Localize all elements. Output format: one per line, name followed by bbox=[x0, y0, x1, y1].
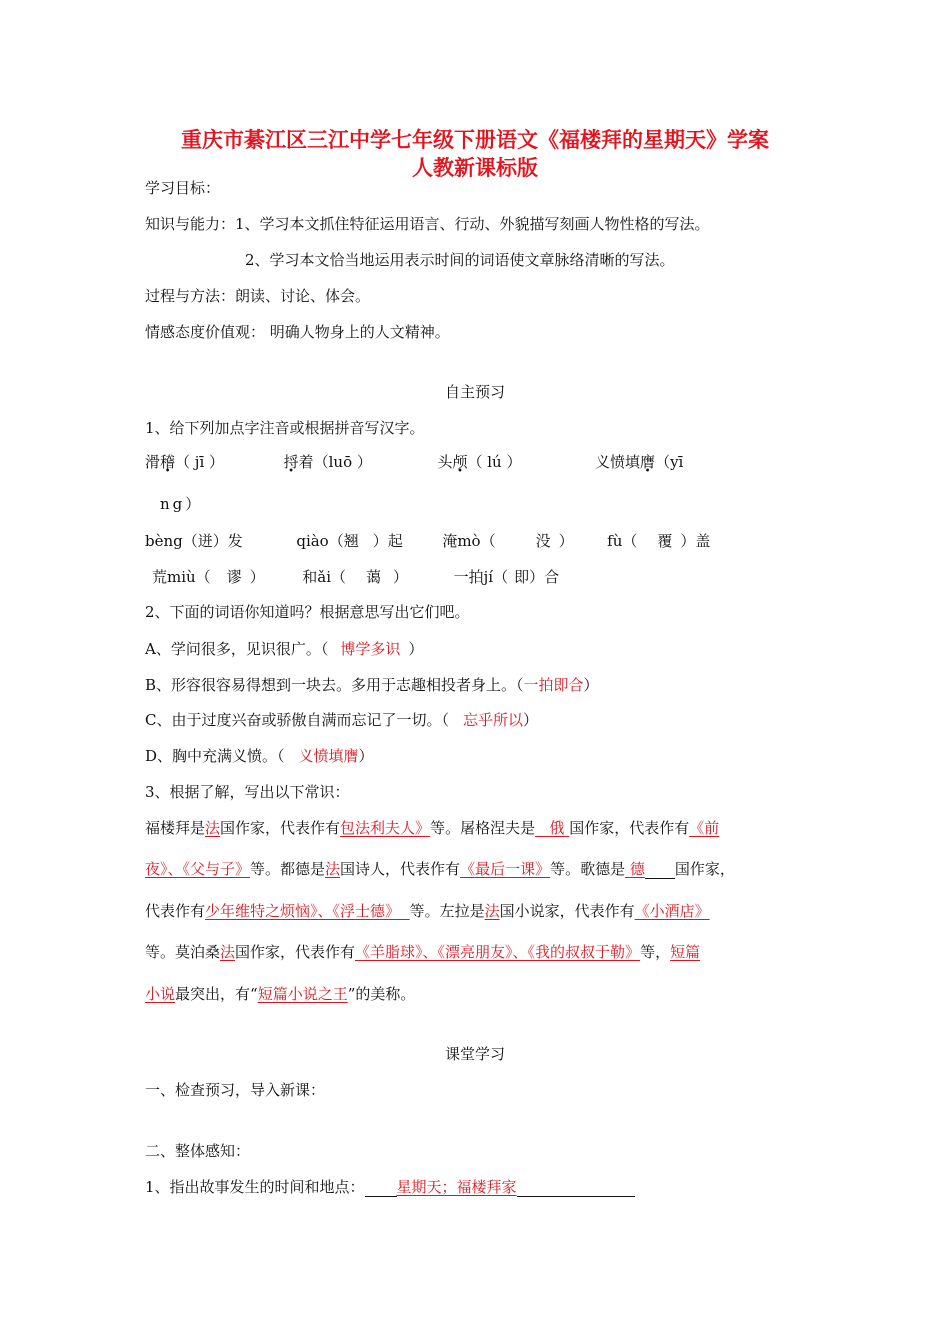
word-3-answer: （ lú ） bbox=[467, 453, 522, 471]
answer-maupassant-country: 法 bbox=[220, 943, 236, 961]
answer-maupassant-works: 《羊脂球》、《漂亮朋友》、《我的叔叔于勒》 bbox=[355, 943, 641, 961]
idiom-b-text: B、形容很容易得想到一块去。多用于志趣相投者身上。（ bbox=[145, 676, 524, 694]
preview-question-2: 2、下面的词语你知道吗？根据意思写出它们吧。 bbox=[145, 603, 470, 621]
emotion-objective: 情感态度价值观： 明确人物身上的人文精神。 bbox=[145, 323, 450, 341]
text: 俄 bbox=[549, 819, 565, 837]
knowledge-para-line-2 bbox=[145, 859, 735, 879]
mo-label: 淹mò（ bbox=[442, 532, 496, 550]
text: 国作家，代表作有 bbox=[235, 943, 356, 961]
word-1-dotted-char: 稽 bbox=[160, 453, 176, 471]
qiao-answer: 翘 bbox=[343, 532, 359, 550]
word-4-chars: 义愤填 bbox=[595, 453, 641, 471]
word-4-dotted-char: 膺 bbox=[640, 453, 656, 471]
knowledge-para-line-4 bbox=[145, 942, 700, 962]
miu-label: 荒miù（ bbox=[152, 568, 211, 586]
text: 等。歌德是 bbox=[550, 860, 626, 878]
word-3-dotted-char: 颅 bbox=[452, 453, 468, 471]
word-2-dotted-char: 捋 bbox=[283, 453, 299, 471]
knowledge-para-line-5 bbox=[145, 984, 415, 1004]
idiom-d bbox=[145, 746, 374, 766]
idiom-b-close: ） bbox=[583, 676, 599, 694]
word-4-answer: （yī bbox=[655, 453, 684, 471]
answer-turgenev-works-end: 夜》、《父与子》 bbox=[145, 860, 251, 878]
text: 国小说家，代表作有 bbox=[499, 902, 635, 920]
idiom-b bbox=[145, 675, 599, 695]
beng-suffix: ）发 bbox=[212, 532, 243, 550]
idiom-d-text: D、胸中充满义愤。（ bbox=[145, 747, 285, 765]
ai-suffix: ） bbox=[393, 568, 409, 586]
miu-suffix: ） bbox=[249, 568, 265, 586]
answer-zola-works: 《小酒店》 bbox=[634, 902, 710, 920]
text: 等， bbox=[640, 943, 671, 961]
answer-maupassant-genre-end: 小说 bbox=[145, 985, 176, 1003]
text: 国作家，代表作有 bbox=[569, 819, 690, 837]
answer-daudet-country: 法 bbox=[325, 860, 341, 878]
ji-suffix: ）合 bbox=[529, 568, 560, 586]
idiom-d-answer: 义愤填膺 bbox=[298, 747, 359, 765]
word-3-char: 头 bbox=[437, 453, 453, 471]
knowledge-objective-2: 2、学习本文恰当地运用表示时间的词语使文章脉络清晰的写法。 bbox=[245, 251, 675, 269]
word-2-answer: 着（luō ） bbox=[298, 453, 372, 471]
preview-question-1: 1、给下列加点字注音或根据拼音写汉字。 bbox=[145, 419, 425, 437]
text: 国作家，代表作有 bbox=[220, 819, 341, 837]
time-place-question-text: 1、指出故事发生的时间和地点： bbox=[145, 1178, 365, 1196]
document-title-line2: 人教新课标版 bbox=[412, 156, 538, 180]
fu-label: fù（ bbox=[607, 532, 638, 550]
ji-answer: 即 bbox=[514, 568, 530, 586]
ai-label: 和ǎi（ bbox=[302, 568, 347, 586]
text: 等。莫泊桑 bbox=[145, 943, 221, 961]
text: ”的美称。 bbox=[347, 985, 416, 1003]
mo-answer: 没 bbox=[535, 532, 551, 550]
text: 代表作有 bbox=[145, 902, 206, 920]
fu-suffix: ）盖 bbox=[680, 532, 711, 550]
pinyin-row-1 bbox=[145, 452, 683, 472]
mo-suffix: ） bbox=[558, 532, 574, 550]
idiom-d-close: ） bbox=[358, 747, 374, 765]
blank-line bbox=[365, 1180, 397, 1197]
idiom-b-answer: 一拍即合 bbox=[523, 676, 584, 694]
blank-line bbox=[645, 862, 675, 879]
idiom-a-answer: 博学多识 bbox=[340, 640, 401, 658]
knowledge-objective-1 bbox=[145, 214, 710, 234]
answer-flaubert-country: 法 bbox=[205, 819, 221, 837]
text: 等。左拉是 bbox=[409, 902, 485, 920]
knowledge-para-line-1 bbox=[145, 818, 719, 838]
knowledge-label: 知识与能力： bbox=[145, 215, 236, 233]
idiom-a bbox=[145, 639, 423, 659]
idiom-c-text: C、由于过度兴奋或骄傲自满而忘记了一切。（ bbox=[145, 711, 449, 729]
text: 国诗人，代表作有 bbox=[340, 860, 461, 878]
text: 国作家， bbox=[674, 860, 735, 878]
text: 最突出，有“ bbox=[175, 985, 258, 1003]
document-title-line1: 重庆市綦江区三江中学七年级下册语文《福楼拜的星期天》学案 bbox=[181, 128, 769, 152]
text: 等。屠格涅夫是 bbox=[430, 819, 536, 837]
answer-goethe-works bbox=[205, 902, 410, 920]
answer-maupassant-title: 短篇小说之王 bbox=[257, 985, 348, 1003]
qiao-suffix: ）起 bbox=[372, 532, 403, 550]
time-place-answer: 星期天；福楼拜家 bbox=[396, 1178, 517, 1196]
text: 福楼拜是 bbox=[145, 819, 206, 837]
answer-flaubert-works: 包法利夫人》 bbox=[340, 819, 431, 837]
classroom-section-1: 一、检查预习，导入新课： bbox=[145, 1081, 326, 1099]
qiao-label: qiào（ bbox=[296, 532, 344, 550]
word-1-char: 滑 bbox=[145, 453, 161, 471]
beng-label: bèng（ bbox=[145, 532, 198, 550]
beng-answer: 迸 bbox=[197, 532, 213, 550]
ji-label: 一拍jí（ bbox=[453, 568, 509, 586]
preview-question-3: 3、根据了解，写出以下常识： bbox=[145, 783, 350, 801]
knowledge-para-line-3 bbox=[145, 901, 710, 921]
answer-maupassant-genre-start: 短篇 bbox=[670, 943, 701, 961]
miu-answer: 谬 bbox=[226, 568, 242, 586]
answer-goethe-country bbox=[625, 860, 645, 878]
text: 等。都德是 bbox=[250, 860, 326, 878]
answer-daudet-works: 《最后一课》 bbox=[460, 860, 551, 878]
knowledge-text-1: 1、学习本文抓住特征运用语言、行动、外貌描写刻画人物性格的写法。 bbox=[235, 215, 710, 233]
answer-turgenev-works-start: 《前 bbox=[689, 819, 720, 837]
ai-answer: 蔼 bbox=[366, 568, 382, 586]
objectives-heading: 学习目标： bbox=[145, 179, 221, 197]
idiom-c-answer: 忘乎所以 bbox=[462, 711, 523, 729]
pinyin-row-3 bbox=[152, 567, 559, 587]
blank-line bbox=[517, 1180, 635, 1197]
word-1-answer: （ jī ） bbox=[175, 453, 225, 471]
classroom-section-2: 二、整体感知： bbox=[145, 1142, 251, 1160]
pinyin-row-1-continued: ng） bbox=[160, 495, 204, 513]
idiom-c-close: ） bbox=[523, 711, 539, 729]
time-place-question bbox=[145, 1177, 635, 1197]
text: 德 bbox=[629, 860, 645, 878]
text: 少年维特之烦恼》、《浮士德》 bbox=[205, 902, 401, 920]
idiom-a-close: ） bbox=[408, 640, 424, 658]
fu-answer: 覆 bbox=[657, 532, 673, 550]
classroom-heading: 课堂学习 bbox=[444, 1045, 505, 1063]
idiom-a-text: A、学问很多，见识很广。（ bbox=[145, 640, 329, 658]
process-objective: 过程与方法：朗读、讨论、体会。 bbox=[145, 287, 371, 305]
answer-turgenev-country bbox=[535, 819, 569, 837]
idiom-c bbox=[145, 710, 538, 730]
answer-zola-country: 法 bbox=[484, 902, 500, 920]
preview-heading: 自主预习 bbox=[444, 383, 505, 401]
pinyin-row-2 bbox=[145, 531, 710, 551]
